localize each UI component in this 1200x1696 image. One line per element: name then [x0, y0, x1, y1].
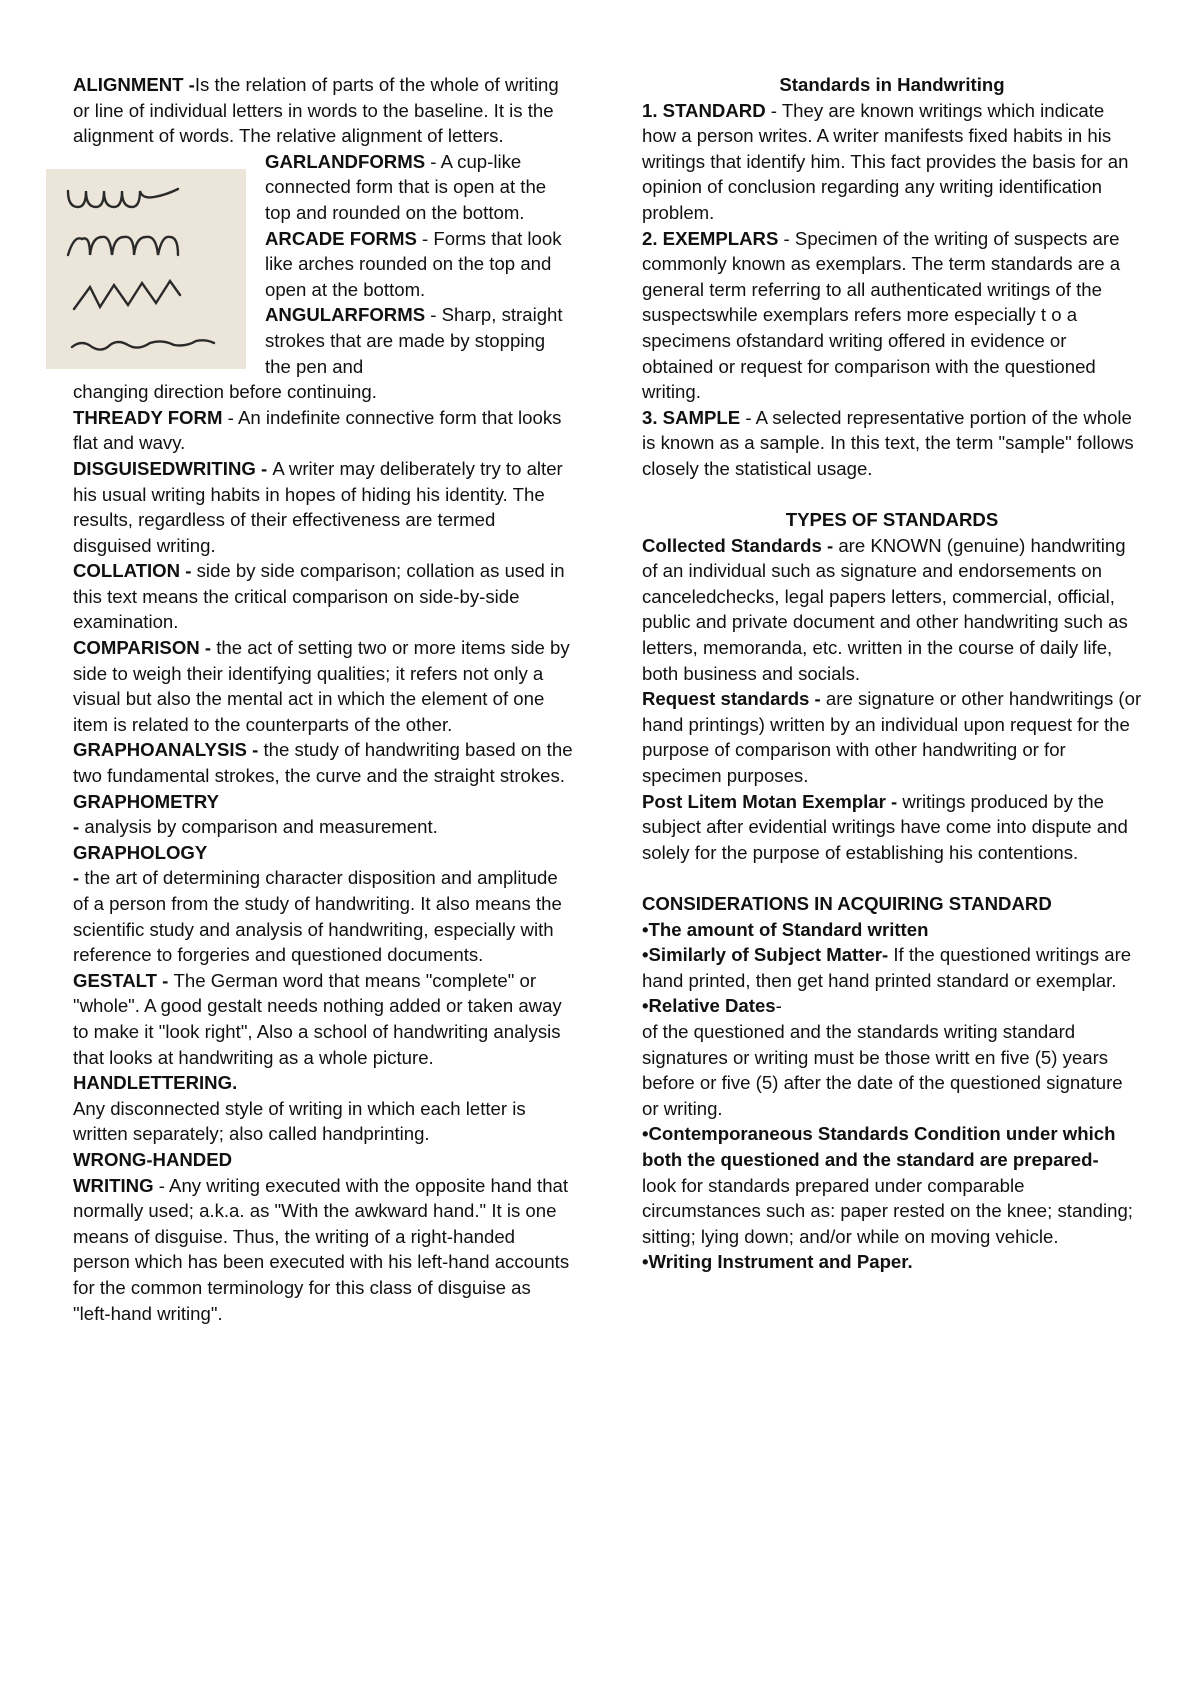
- exemplars-definition: - Specimen of the writing of suspects are commonly known as exemplars. The term standards are a general term referring to all authenticated writings of the suspectswhile exemplars refers more especially t o a specimens ofstandard writing offered in evidence or obtained or request for comparison with the questioned writing.: [642, 227, 1121, 403]
- contemporaneous-item: •Contemporaneous Standards Condition under which both the questioned and the standard are prepared-: [642, 1123, 1116, 1170]
- wronghanded-term-1: WRONG-HANDED: [73, 1148, 233, 1170]
- amount-item: •The amount of Standard written: [642, 918, 929, 940]
- arcade-definition: - Forms that look like arches rounded on the top and open at the bottom.: [265, 227, 562, 300]
- graphoanalysis-entry: [73, 737, 573, 788]
- thready-entry: [73, 405, 573, 456]
- types-heading: TYPES OF STANDARDS: [785, 509, 999, 531]
- graphology-term: GRAPHOLOGY: [73, 841, 208, 863]
- alignment-definition: Is the relation of parts of the whole of writing or line of individual letters in words to the baseline. It is the alignment of words. The relative alignment of letters.: [73, 74, 559, 147]
- garland-definition: - A cup-like connected form that is open at the top and rounded on the bottom.: [265, 150, 547, 223]
- collation-definition: side by side comparison; collation as used in this text means the critical comparison on side-by-side examination.: [73, 560, 565, 633]
- gestalt-term: GESTALT -: [73, 969, 174, 991]
- comparison-term: COMPARISON -: [73, 637, 217, 659]
- instrument-item: •Writing Instrument and Paper.: [642, 1251, 913, 1273]
- collected-entry: [642, 533, 1142, 687]
- gestalt-definition: The German word that means "complete" or "whole". A good gestalt needs nothing added or taken away to make it "look right", Also a school of handwriting analysis that looks at handwriting as a whole picture.: [73, 969, 562, 1068]
- handlettering-entry: [73, 1070, 573, 1147]
- graphometry-term: GRAPHOMETRY: [73, 790, 219, 812]
- similarly-item: [642, 942, 1142, 993]
- graphology-dash: -: [73, 867, 85, 889]
- exemplars-term: 2. EXEMPLARS: [642, 227, 779, 249]
- graphology-definition: the art of determining character disposition and amplitude of a person from the study of handwriting. It also means the scientific study and analysis of handwriting, especially with reference to forgeries and questioned documents.: [73, 867, 562, 966]
- standards-heading: Standards in Handwriting: [779, 74, 1005, 95]
- collected-term: Collected Standards -: [642, 534, 839, 556]
- graphoanalysis-term: GRAPHOANALYSIS -: [73, 739, 264, 761]
- collation-term: COLLATION -: [73, 560, 197, 582]
- postlitem-term: Post Litem Motan Exemplar -: [642, 790, 903, 812]
- standard-definition: - They are known writings which indicate how a person writes. A writer manifests fixed habits in his writings that identify him. This fact provides the basis for an opinion of conclusion regarding any writing identification problem.: [642, 99, 1129, 223]
- exemplars-entry: [642, 226, 1142, 405]
- handlettering-term: HANDLETTERING.: [73, 1072, 238, 1094]
- graphology-entry: [73, 840, 573, 968]
- thready-definition: - An indefinite connective form that looks flat and wavy.: [73, 406, 562, 454]
- similarly-definition: If the questioned writings are hand printed, then get hand printed standard or exemplar.: [642, 944, 1132, 991]
- collation-entry: [73, 558, 573, 635]
- comparison-definition: the act of setting two or more items side by side to weigh their identifying qualities; it refers not only a visual but also the mental act in which the element of one item is related to the counterparts of the other.: [73, 637, 570, 735]
- request-term: Request standards -: [642, 688, 826, 710]
- sample-term: 3. SAMPLE: [642, 406, 741, 428]
- garland-term: GARLANDFORMS: [265, 150, 426, 172]
- relative-dash: -: [775, 995, 782, 1017]
- graphometry-definition: analysis by comparison and measurement.: [84, 816, 438, 838]
- gestalt-entry: [73, 968, 573, 1070]
- disguised-term: DISGUISEDWRITING -: [73, 457, 273, 479]
- relative-item: [642, 993, 1142, 1019]
- graphoanalysis-definition: the study of handwriting based on the two fundamental strokes, the curve and the straight strokes.: [73, 739, 573, 787]
- graphometry-entry: [73, 789, 573, 840]
- graphometry-dash: -: [73, 816, 85, 838]
- considerations-heading: CONSIDERATIONS IN ACQUIRING STANDARD: [642, 893, 1052, 914]
- postlitem-entry: [642, 789, 1142, 866]
- relative-term: •Relative Dates: [642, 995, 776, 1017]
- contemporaneous-continuation: look for standards prepared under comparable circumstances such as: paper rested on the knee; standing; sitting; lying down; and/or while on moving vehicle.: [642, 1174, 1133, 1247]
- spacer: [642, 865, 1142, 891]
- standard-term: 1. STANDARD: [642, 99, 766, 121]
- disguised-definition: A writer may deliberately try to alter his usual writing habits in hopes of hiding his identity. The results, regardless of their effectiveness are termed disguised writing.: [73, 457, 563, 556]
- angular-definition: - Sharp, straight strokes that are made by stopping the pen and: [265, 304, 563, 377]
- sample-definition: - A selected representative portion of the whole is known as a sample. In this text, the term "sample" follows closely the statistical usage.: [642, 406, 1134, 479]
- left-column: [73, 72, 573, 1326]
- disguised-entry: [73, 456, 573, 558]
- wronghanded-term-2: WRITING: [73, 1174, 154, 1196]
- relative-continuation: of the questioned and the standards writing standard signatures or writing must be those writt en five (5) years before or five (5) after the date of the questioned signature or writing.: [642, 1020, 1123, 1119]
- wronghanded-definition: - Any writing executed with the opposite hand that normally used; a.k.a. as "With the awkward hand." It is one means of disguise. Thus, the writing of a right-handed person which has been executed with his left-hand accounts for the common terminology for this class of disguise as "left-hand writing".: [73, 1174, 570, 1324]
- similarly-term: •Similarly of Subject Matter-: [642, 944, 889, 966]
- comparison-entry: [73, 635, 573, 737]
- angular-continuation: changing direction before continuing.: [73, 381, 377, 403]
- angular-term: ANGULARFORMS: [265, 304, 426, 326]
- spacer: [642, 482, 1142, 508]
- alignment-term: ALIGNMENT -: [73, 74, 195, 95]
- alignment-entry: [73, 72, 573, 149]
- request-entry: [642, 686, 1142, 788]
- request-definition: are signature or other handwritings (or hand printings) written by an individual upon request for the purpose of comparison with other handwriting or for specimen purposes.: [642, 688, 1142, 787]
- postlitem-definition: writings produced by the subject after evidential writings have come into dispute and solely for the purpose of establishing his contentions.: [642, 790, 1128, 863]
- handwriting-forms-illustration: [46, 169, 246, 369]
- standard-entry: [642, 98, 1142, 226]
- handwriting-strokes-icon: [46, 169, 246, 369]
- handlettering-definition: Any disconnected style of writing in which each letter is written separately; also called handprinting.: [73, 1097, 526, 1145]
- sample-entry: [642, 405, 1142, 482]
- collected-definition: are KNOWN (genuine) handwriting of an individual such as signature and endorsements on canceledchecks, legal papers letters, commercial, official, public and private document and other handwriting such as letters, memoranda, etc. written in the course of daily life, both business and socials.: [642, 534, 1128, 684]
- thready-term: THREADY FORM: [73, 406, 223, 428]
- right-column: [642, 72, 1142, 1275]
- wronghanded-entry: [73, 1147, 573, 1326]
- arcade-term: ARCADE FORMS: [265, 227, 417, 249]
- forms-section: [73, 149, 573, 379]
